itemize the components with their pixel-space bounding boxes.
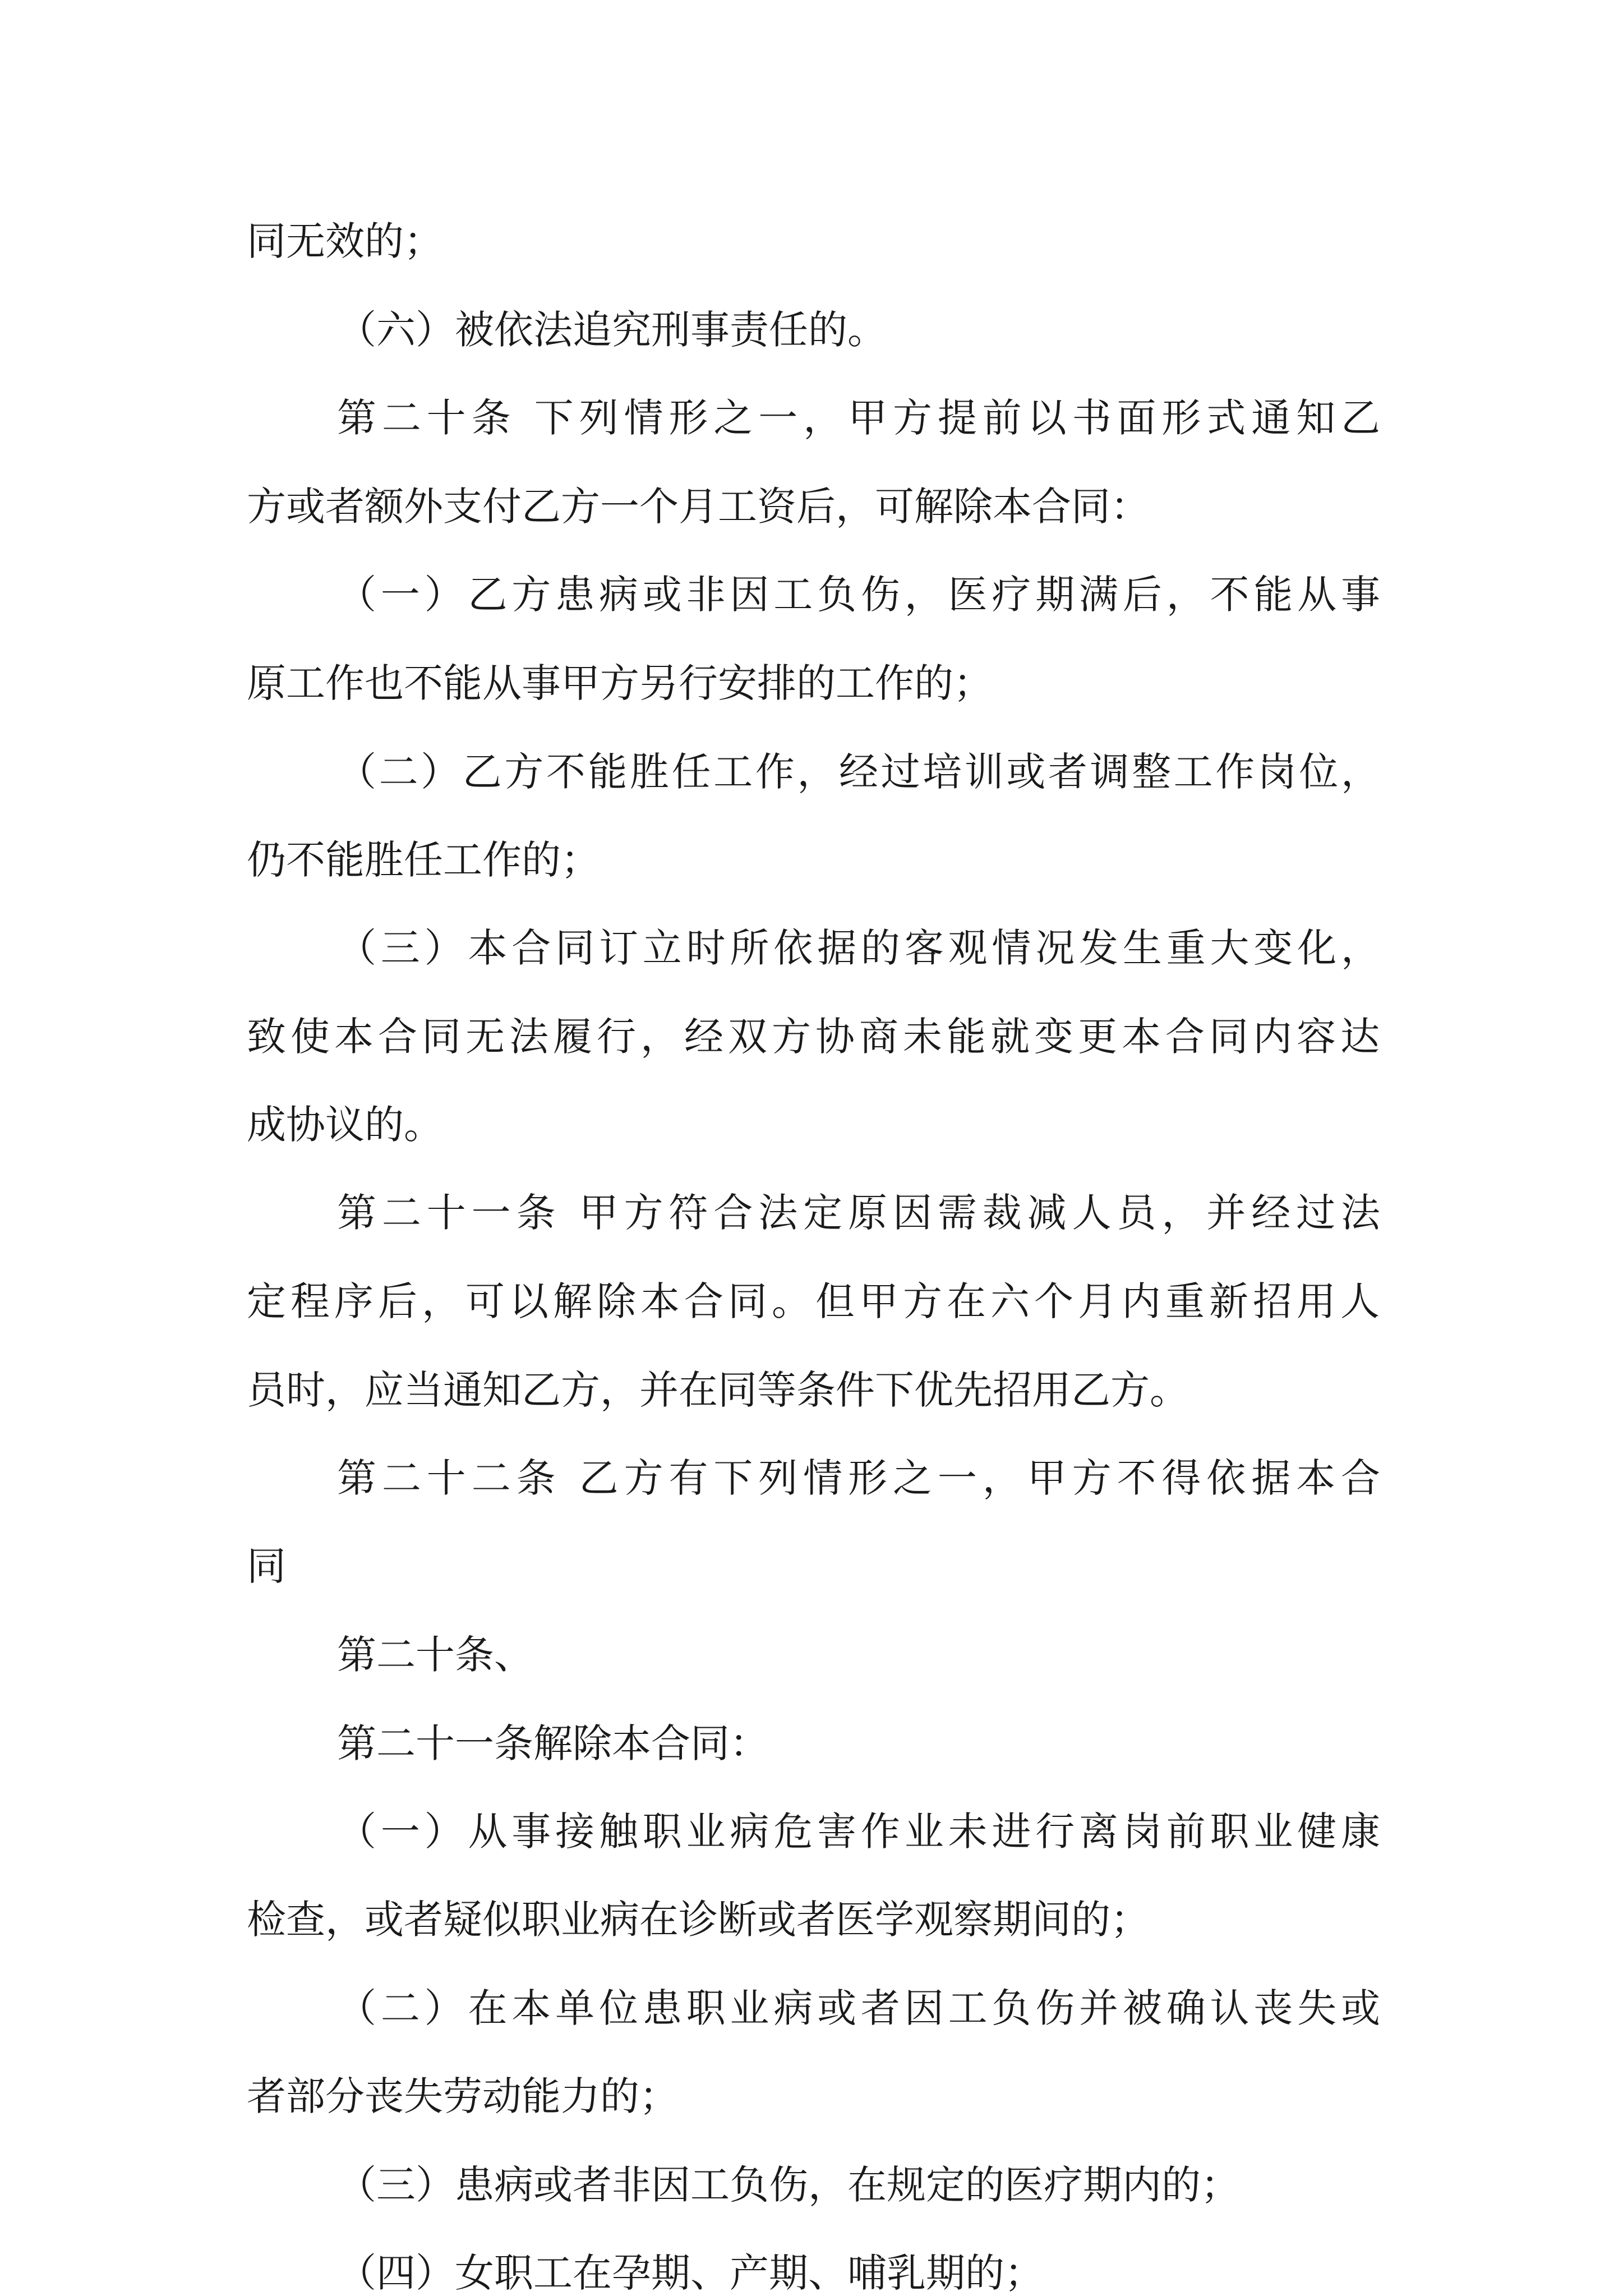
text-line: 第二十一条 甲方符合法定原因需裁减人员，并经过法 (337, 1190, 1380, 1236)
text-line: 同无效的； (247, 218, 443, 264)
text-line: 者部分丧失劳动能力的； (247, 2073, 679, 2119)
text-line: 原工作也不能从事甲方另行安排的工作的； (247, 660, 993, 706)
text-line: 第二十二条 乙方有下列情形之一，甲方不得依据本合 (337, 1455, 1380, 1501)
text-line: 仍不能胜任工作的； (247, 837, 600, 883)
text-line: 检查，或者疑似职业病在诊断或者医学观察期间的； (247, 1897, 1150, 1943)
text-line: （一）乙方患病或非因工负伤，医疗期满后，不能从事 (337, 572, 1380, 618)
text-line: 第二十一条解除本合同： (337, 1720, 769, 1766)
text-line: 成协议的。 (247, 1102, 443, 1148)
text-line: （三）患病或者非因工负伤，在规定的医疗期内的； (337, 2162, 1240, 2208)
text-line: （三）本合同订立时所依据的客观情况发生重大变化， (337, 925, 1380, 971)
text-line: 员时，应当通知乙方，并在同等条件下优先招用乙方。 (247, 1367, 1189, 1413)
text-line: 第二十条、 (337, 1632, 533, 1678)
text-line: （二）在本单位患职业病或者因工负伤并被确认丧失或 (337, 1985, 1380, 2031)
text-line: （四）女职工在孕期、产期、哺乳期的； (337, 2250, 1044, 2296)
text-line: 方或者额外支付乙方一个月工资后，可解除本合同： (247, 484, 1150, 530)
text-line: 致使本合同无法履行，经双方协商未能就变更本合同内容达 (247, 1014, 1380, 1060)
text-line: 定程序后，可以解除本合同。但甲方在六个月内重新招用人 (247, 1278, 1380, 1324)
text-line: （一）从事接触职业病危害作业未进行离岗前职业健康 (337, 1809, 1380, 1855)
text-line: 第二十条 下列情形之一，甲方提前以书面形式通知乙 (337, 395, 1380, 441)
text-line: （六）被依法追究刑事责任的。 (337, 307, 887, 353)
text-line: （二）乙方不能胜任工作，经过培训或者调整工作岗位， (337, 749, 1380, 795)
text-line: 同 (247, 1543, 286, 1589)
